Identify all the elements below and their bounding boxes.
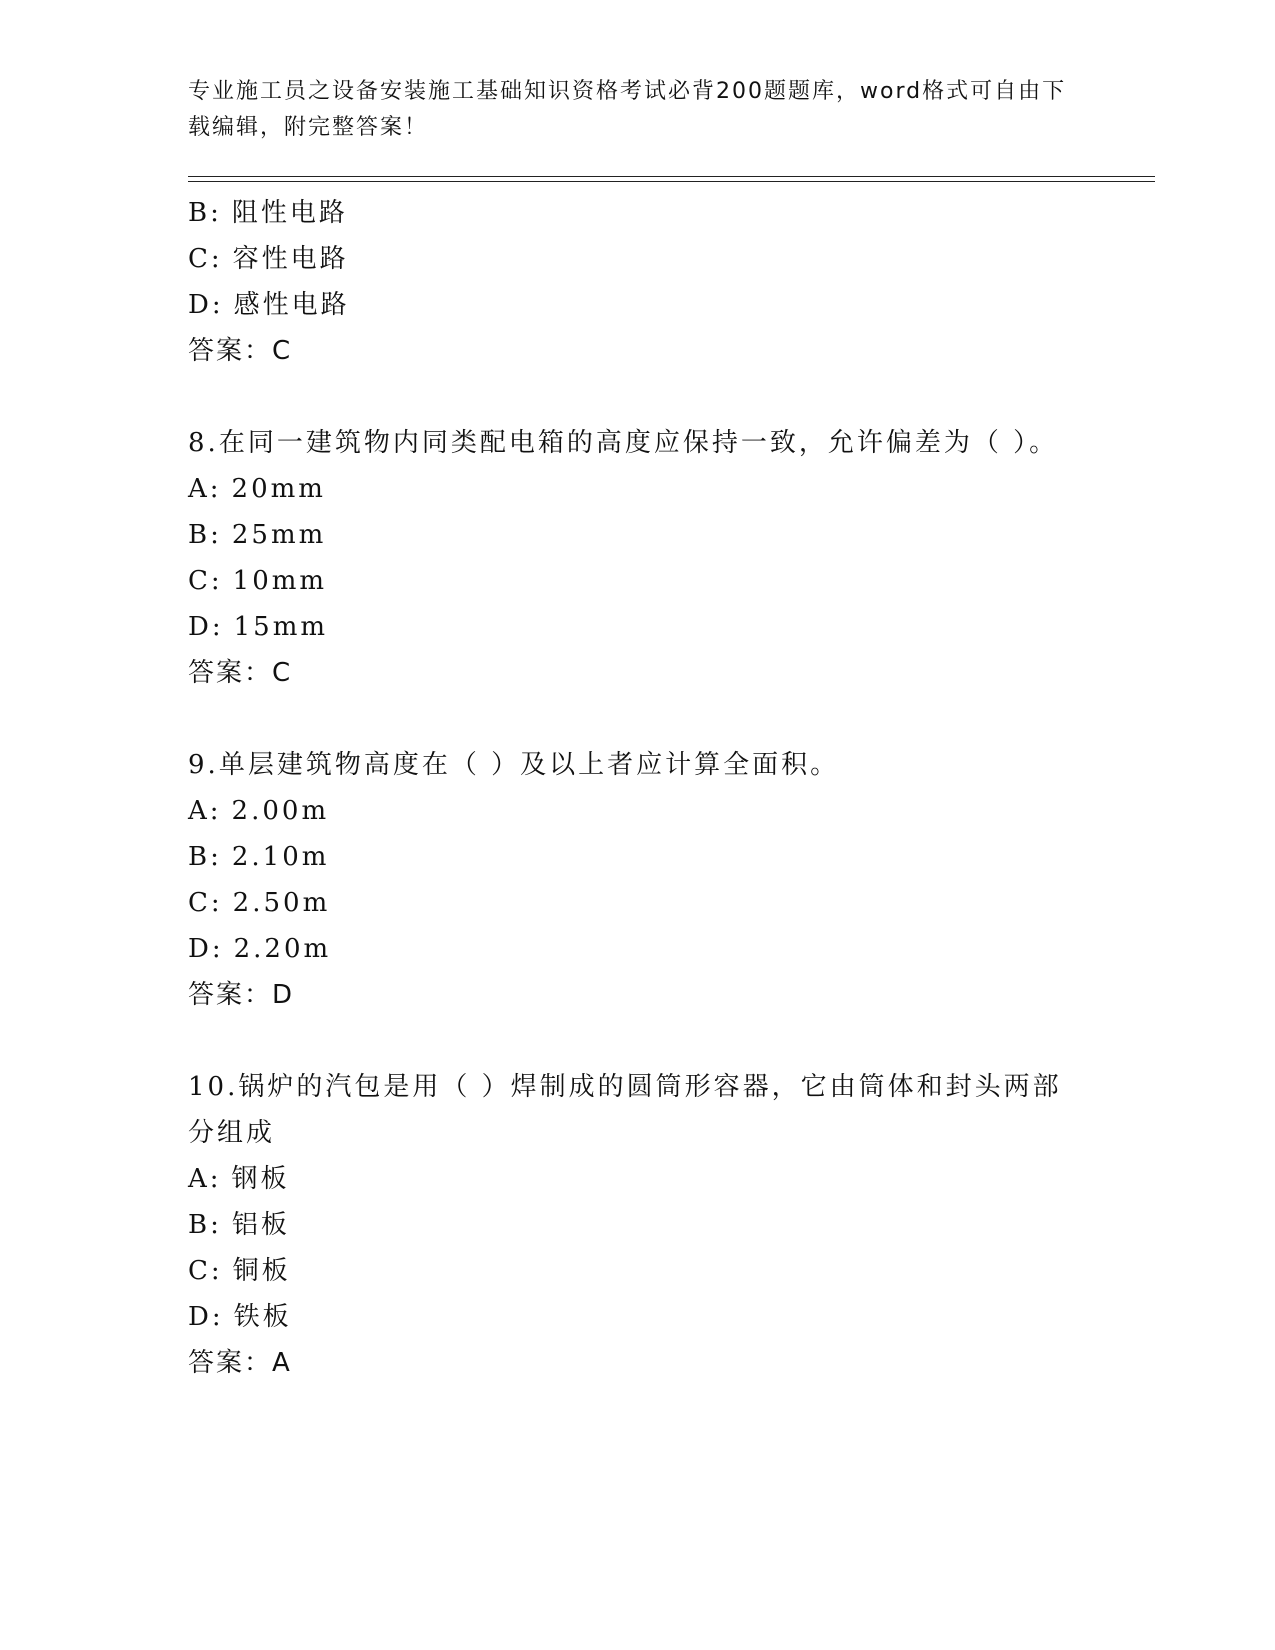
option-b: B: 阻性电路 (188, 198, 348, 228)
question-title: 8.在同一建筑物内同类配电箱的高度应保持一致，允许偏差为（ ）。 (188, 428, 1059, 458)
option-c: C: 10mm (188, 566, 328, 596)
question-content (188, 190, 1088, 1386)
question-8 (188, 420, 1088, 696)
option-b: B: 25mm (188, 520, 327, 550)
answer-line: 答案：D (188, 980, 295, 1010)
option-b: B: 2.10m (188, 842, 330, 872)
question-10 (188, 1064, 1088, 1386)
question-9 (188, 742, 1088, 1018)
header-divider-top (188, 176, 1155, 177)
header-text: 专业施工员之设备安装施工基础知识资格考试必背200题题库，word格式可自由下载编辑，附完整答案！ (188, 79, 1067, 140)
option-d: D: 2.20m (188, 934, 332, 964)
option-d: D: 铁板 (188, 1302, 292, 1332)
question-title: 9.单层建筑物高度在（ ）及以上者应计算全面积。 (188, 750, 840, 780)
option-d: D: 感性电路 (188, 290, 350, 320)
answer-line: 答案：A (188, 1348, 292, 1378)
option-c: C: 铜板 (188, 1256, 291, 1286)
option-d: D: 15mm (188, 612, 329, 642)
option-a: A: 20mm (188, 474, 326, 504)
answer-line: 答案：C (188, 336, 293, 366)
answer-line: 答案：C (188, 658, 293, 688)
header-divider-bottom (188, 181, 1155, 182)
partial-question (188, 190, 1088, 374)
option-c: C: 容性电路 (188, 244, 349, 274)
option-b: B: 铝板 (188, 1210, 290, 1240)
option-c: C: 2.50m (188, 888, 331, 918)
document-header (188, 74, 1068, 146)
option-a: A: 2.00m (188, 796, 330, 826)
question-title: 10.锅炉的汽包是用（ ）焊制成的圆筒形容器，它由筒体和封头两部分组成 (188, 1072, 1062, 1148)
option-a: A: 钢板 (188, 1164, 290, 1194)
